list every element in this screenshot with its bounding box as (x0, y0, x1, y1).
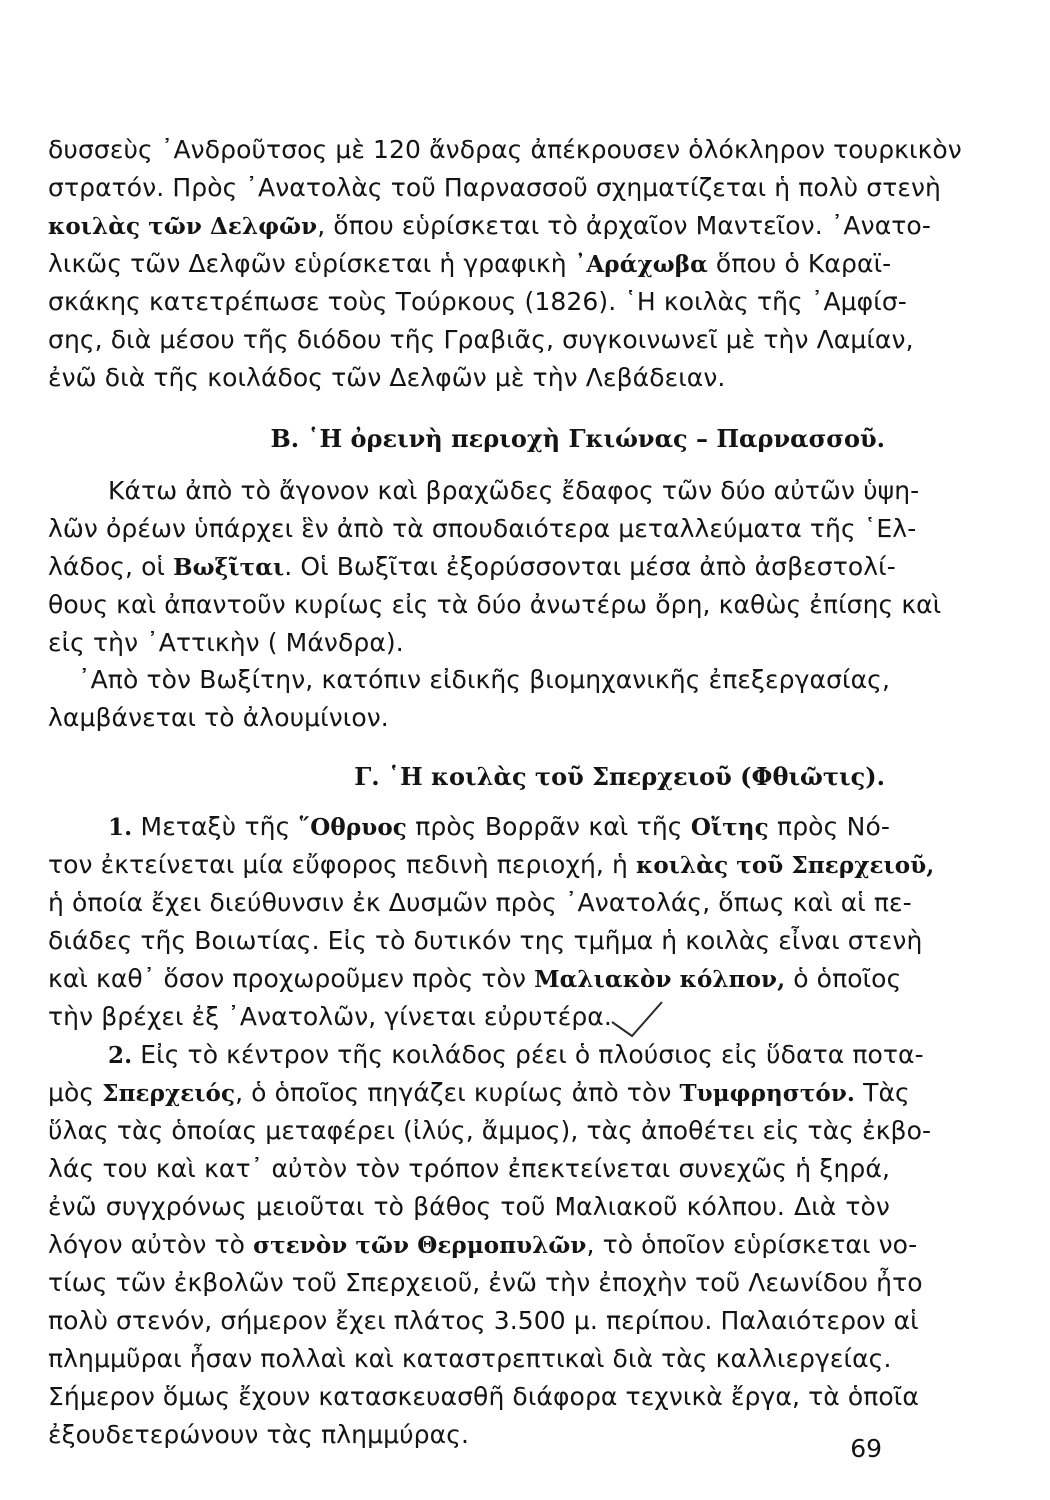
text-span: , τὸ ὁποῖον εὑρίσκεται νο- (586, 1230, 918, 1259)
bold-term: Μαλιακὸν κόλπον, (534, 966, 786, 993)
text-span: πρὸς Νό- (768, 812, 890, 841)
text-span: Εἰς τὸ κέντρον τῆς κοιλάδος ρέει ὁ πλούσιος εἰς ὕδατα ποτα- (132, 1040, 924, 1069)
bold-term: στενὸν τῶν Θερμοπυλῶν (253, 1232, 587, 1259)
text-line: σης, διὰ μέσου τῆς διόδου τῆς Γραβιᾶς, συγκοινωνεῖ μὲ τὴν Λαμίαν, (48, 325, 914, 354)
text-span: , ὅπου εὑρίσκεται τὸ ἀρχαῖον Μαντεῖον. ᾿Ανατο- (317, 211, 931, 240)
text-line: τὴν βρέχει ἐξ ᾿Ανατολῶν, γίνεται εὐρυτέρα. (48, 1002, 612, 1031)
text-line: λῶν ὀρέων ὑπάρχει ἓν ἀπὸ τὰ σπουδαιότερα μεταλλεύματα τῆς ῾Ελ- (48, 514, 917, 543)
paragraph-number: 2. (108, 1042, 133, 1069)
bold-term: κοιλὰς τοῦ Σπερχειοῦ, (636, 852, 935, 879)
text-line (108, 810, 890, 845)
text-span: μὸς (48, 1078, 103, 1107)
bold-term: Σπερχειός (102, 1080, 236, 1107)
section-heading-b: Β. ῾Η ὀρεινὴ περιοχὴ Γκιώνας – Παρνασσοῦ. (270, 424, 885, 453)
text-line: θους καὶ ἀπαντοῦν κυρίως εἰς τὰ δύο ἀνωτέρω ὄρη, καθὼς ἐπίσης καὶ (48, 590, 942, 619)
text-line: στρατόν. Πρὸς ᾿Ανατολὰς τοῦ Παρνασσοῦ σχηματίζεται ἡ πολὺ στενὴ (48, 173, 942, 202)
text-span: . Οἱ Βωξῖται ἐξορύσσονται μέσα ἀπὸ ἀσβεστολί- (284, 552, 896, 581)
bold-term: ᾿Αράχωβα (574, 251, 708, 278)
text-span: τον ἐκτείνεται μία εὔφορος πεδινὴ περιοχή, ἡ (48, 850, 637, 879)
bold-term: κοιλὰς τῶν Δελφῶν (48, 213, 318, 240)
bold-term: Οἴτης (690, 814, 769, 841)
text-line (48, 247, 890, 282)
text-span: λάδος, οἱ (48, 552, 174, 581)
text-line: λάς του καὶ κατ᾿ αὐτὸν τὸν τρόπον ἐπεκτείνεται συνεχῶς ἡ ξηρά, (48, 1154, 890, 1183)
text-span: λικῶς τῶν Δελφῶν εὑρίσκεται ἡ γραφικὴ (48, 249, 575, 278)
text-line (108, 1038, 924, 1073)
text-line: πλημμῦραι ἦσαν πολλαὶ καὶ καταστρεπτικαὶ διὰ τὰς καλλιεργείας. (48, 1344, 892, 1373)
text-line (48, 1228, 918, 1263)
text-span: ὁ ὁποῖος (785, 964, 902, 993)
text-line (48, 848, 935, 883)
text-span: ὅπου ὁ Καραϊ- (707, 249, 892, 278)
text-line (48, 550, 896, 585)
text-line: ἐνῶ συγχρόνως μειοῦται τὸ βάθος τοῦ Μαλιακοῦ κόλπου. Διὰ τὸν (48, 1192, 890, 1221)
bold-term: ῞Οθρυος (298, 814, 407, 841)
paragraph-number: 1. (108, 814, 133, 841)
text-line: δυσσεὺς ᾿Ανδροῦτσος μὲ 120 ἄνδρας ἀπέκρουσεν ὁλόκληρον τουρκικὸν (48, 135, 962, 164)
text-span: Μεταξὺ τῆς (132, 812, 299, 841)
text-line: Κάτω ἀπὸ τὸ ἄγονον καὶ βραχῶδες ἔδαφος τῶν δύο αὐτῶν ὑψη- (108, 476, 920, 505)
text-line: διάδες τῆς Βοιωτίας. Εἰς τὸ δυτικόν της τμῆμα ἡ κοιλὰς εἶναι στενὴ (48, 926, 923, 955)
text-line: ἐνῶ διὰ τῆς κοιλάδος τῶν Δελφῶν μὲ τὴν Λεβάδειαν. (48, 363, 726, 392)
text-span: πρὸς Βορρᾶν καὶ τῆς (406, 812, 691, 841)
text-line: σκάκης κατετρέπωσε τοὺς Τούρκους (1826). ῾Η κοιλὰς τῆς ᾿Αμφίσ- (48, 287, 907, 316)
page-number: 69 (850, 1434, 882, 1463)
text-span: λόγον αὐτὸν τὸ (48, 1230, 254, 1259)
text-line: εἰς τὴν ᾿Αττικὴν ( Μάνδρα). (48, 628, 404, 657)
text-line: ὕλας τὰς ὁποίας μεταφέρει (ἰλύς, ἄμμος), τὰς ἀποθέτει εἰς τὰς ἐκβο- (48, 1116, 932, 1145)
text-line (48, 962, 902, 997)
pencil-check-mark-icon (606, 1000, 666, 1040)
text-line (48, 209, 931, 244)
section-heading-c: Γ. ῾Η κοιλὰς τοῦ Σπερχειοῦ (Φθιῶτις). (354, 762, 885, 791)
text-span: καὶ καθ᾿ ὅσον προχωροῦμεν πρὸς τὸν (48, 964, 535, 993)
text-line: λαμβάνεται τὸ ἀλουμίνιον. (48, 703, 389, 732)
text-line: πολὺ στενόν, σήμερον ἔχει πλάτος 3.500 μ. περίπου. Παλαιότερον αἱ (48, 1306, 919, 1335)
text-line: ἐξουδετερώνουν τὰς πλημμύρας. (48, 1420, 470, 1449)
text-line: ἡ ὁποία ἔχει διεύθυνσιν ἐκ Δυσμῶν πρὸς ᾿Ανατολάς, ὅπως καὶ αἱ πε- (48, 888, 912, 917)
text-span: Τὰς (855, 1078, 910, 1107)
text-line: τίως τῶν ἐκβολῶν τοῦ Σπερχειοῦ, ἐνῶ τὴν ἐποχὴν τοῦ Λεωνίδου ἦτο (48, 1268, 923, 1297)
bold-term: Τυμφρηστόν. (679, 1080, 856, 1107)
text-line (48, 1076, 910, 1111)
bold-term: Βωξῖται (173, 554, 285, 581)
text-line: ᾿Απὸ τὸν Βωξίτην, κατόπιν εἰδικῆς βιομηχανικῆς ἐπεξεργασίας, (78, 665, 890, 694)
text-span: , ὁ ὁποῖος πηγάζει κυρίως ἀπὸ τὸν (235, 1078, 680, 1107)
text-line: Σήμερον ὅμως ἔχουν κατασκευασθῆ διάφορα τεχνικὰ ἔργα, τὰ ὁποῖα (48, 1382, 919, 1411)
